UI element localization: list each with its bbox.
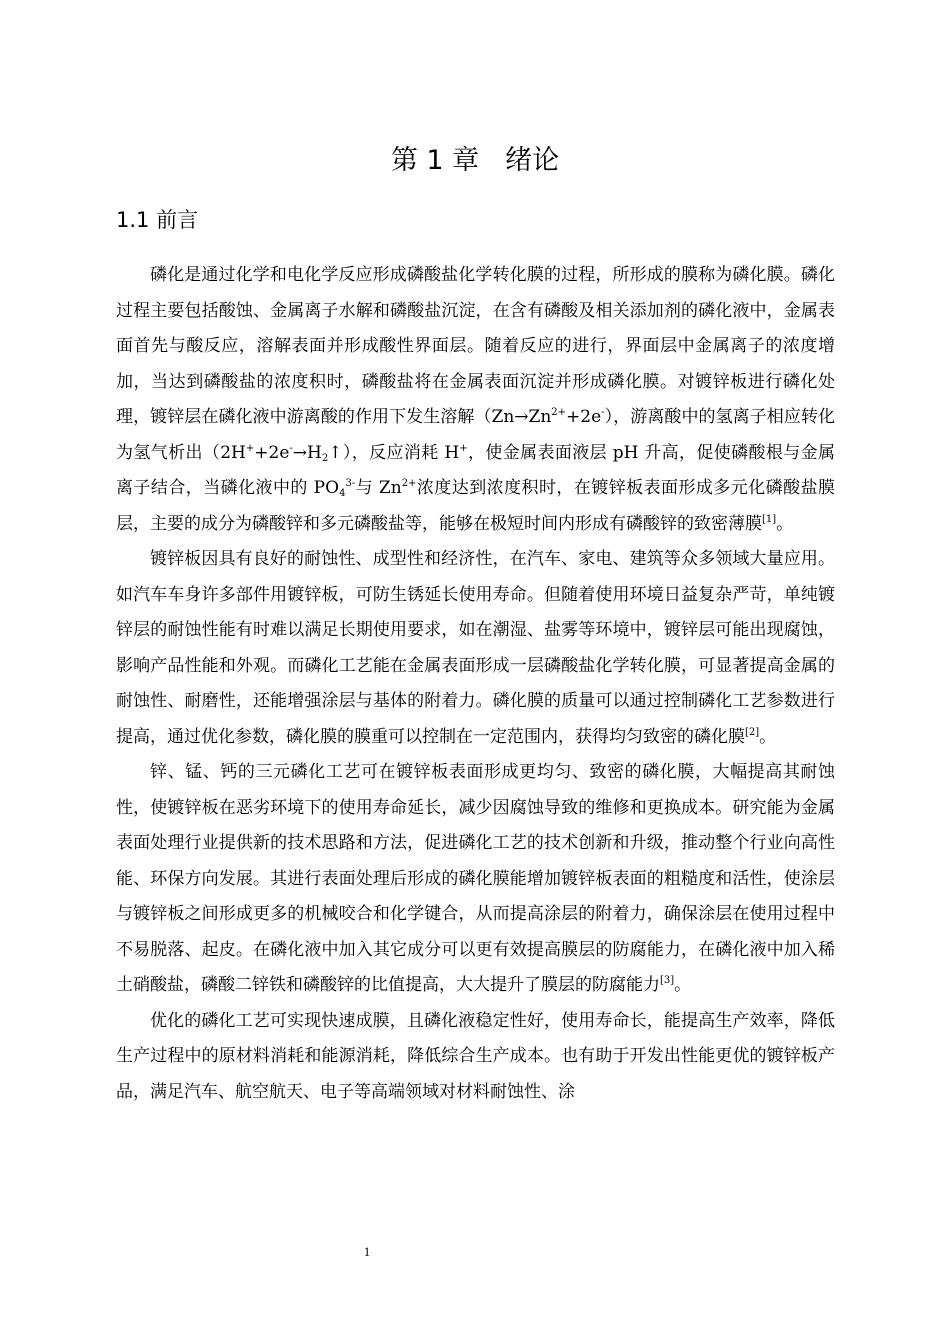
body-text	[116, 258, 835, 1110]
paragraph-4: 优化的磷化工艺可实现快速成膜，且磷化液稳定性好，使用寿命长，能提高生产效率，降低生产过程中的原材料消耗和能源消耗，降低综合生产成本。也有助于开发出性能更优的镀锌板产品，满足汽车、航空航天、电子等高端领域对材料耐蚀性、涂	[116, 1010, 835, 1102]
section-title: 1.1 前言	[116, 208, 199, 232]
paragraph-1: 磷化是通过化学和电化学反应形成磷酸盐化学转化膜的过程，所形成的膜称为磷化膜。磷化过程主要包括酸蚀、金属离子水解和磷酸盐沉淀，在含有磷酸及相关添加剂的磷化液中，金属表面首先与酸反应，溶解表面并形成酸性界面层。随着反应的进行，界面层中金属离子的浓度增加，当达到磷酸盐的浓度积时，磷酸盐将在金属表面沉淀并形成磷化膜。对镀锌板进行磷化处理，镀锌层在磷化液中游离酸的作用下发生溶解$(Zn\to Zn^{2+}+2e^-)$，游离酸中的氢离子相应转化为氢气析出$(2H^++2e^-\to H_2↑)$，反应消耗 H+，使金属表面液层 pH 升高，促使磷酸根与金属离子结合，当磷化液中的 $PO_4^{3-}$与 $Zn^{2+}$浓度达到浓度积时，在镀锌板表面形成多元化磷酸盐膜层，主要的成分为磷酸锌和多元磷酸盐等，能够在极短时间内形成有磷酸锌的致密薄膜[1]。	[116, 265, 836, 534]
page-number: 1	[363, 1244, 371, 1259]
citation-3[interactable]: [3]	[660, 975, 675, 986]
chapter-title	[0, 138, 950, 177]
chapter-name: 绪论	[505, 145, 560, 176]
paragraph-3: 锌、锰、钙的三元磷化工艺可在镀锌板表面形成更均匀、致密的磷化膜，大幅提高其耐蚀性，使镀锌板在恶劣环境下的使用寿命延长，减少因腐蚀导致的维修和更换成本。研究能为金属表面处理行业提供新的技术思路和方法，促进磷化工艺的技术创新和升级，推动整个行业向高性能、环保方向发展。其进行表面处理后形成的磷化膜能增加镀锌板表面的粗糙度和活性，使涂层与镀锌板之间形成更多的机械咬合和化学键合，从而提高涂层的附着力，确保涂层在使用过程中不易脱落、起皮。在磷化液中加入其它成分可以更有效提高膜层的防腐能力，在磷化液中加入稀土硝酸盐，磷酸二锌铁和磷酸锌的比值提高，大大提升了膜层的防腐能力[3]。	[116, 762, 835, 995]
citation-2[interactable]: [2]	[745, 726, 760, 738]
chapter-number: 第 1 章	[390, 145, 480, 176]
paragraph-2: 镀锌板因具有良好的耐蚀性、成型性和经济性，在汽车、家电、建筑等众多领域大量应用。如汽车车身许多部件用镀锌板，可防生锈延长使用寿命。但随着使用环境日益复杂严苛，单纯镀锌层的耐蚀性能有时难以满足长期使用要求，如在潮湿、盐雾等环境中，镀锌层可能出现腐蚀，影响产品性能和外观。而磷化工艺能在金属表面形成一层磷酸盐化学转化膜，可显著提高金属的耐蚀性、耐磨性，还能增强涂层与基体的附着力。磷化膜的质量可以通过控制磷化工艺参数进行提高，通过优化参数，磷化膜的膜重可以控制在一定范围内，获得均匀致密的磷化膜[2]。	[116, 549, 835, 747]
citation-1[interactable]: [1]	[762, 513, 777, 525]
